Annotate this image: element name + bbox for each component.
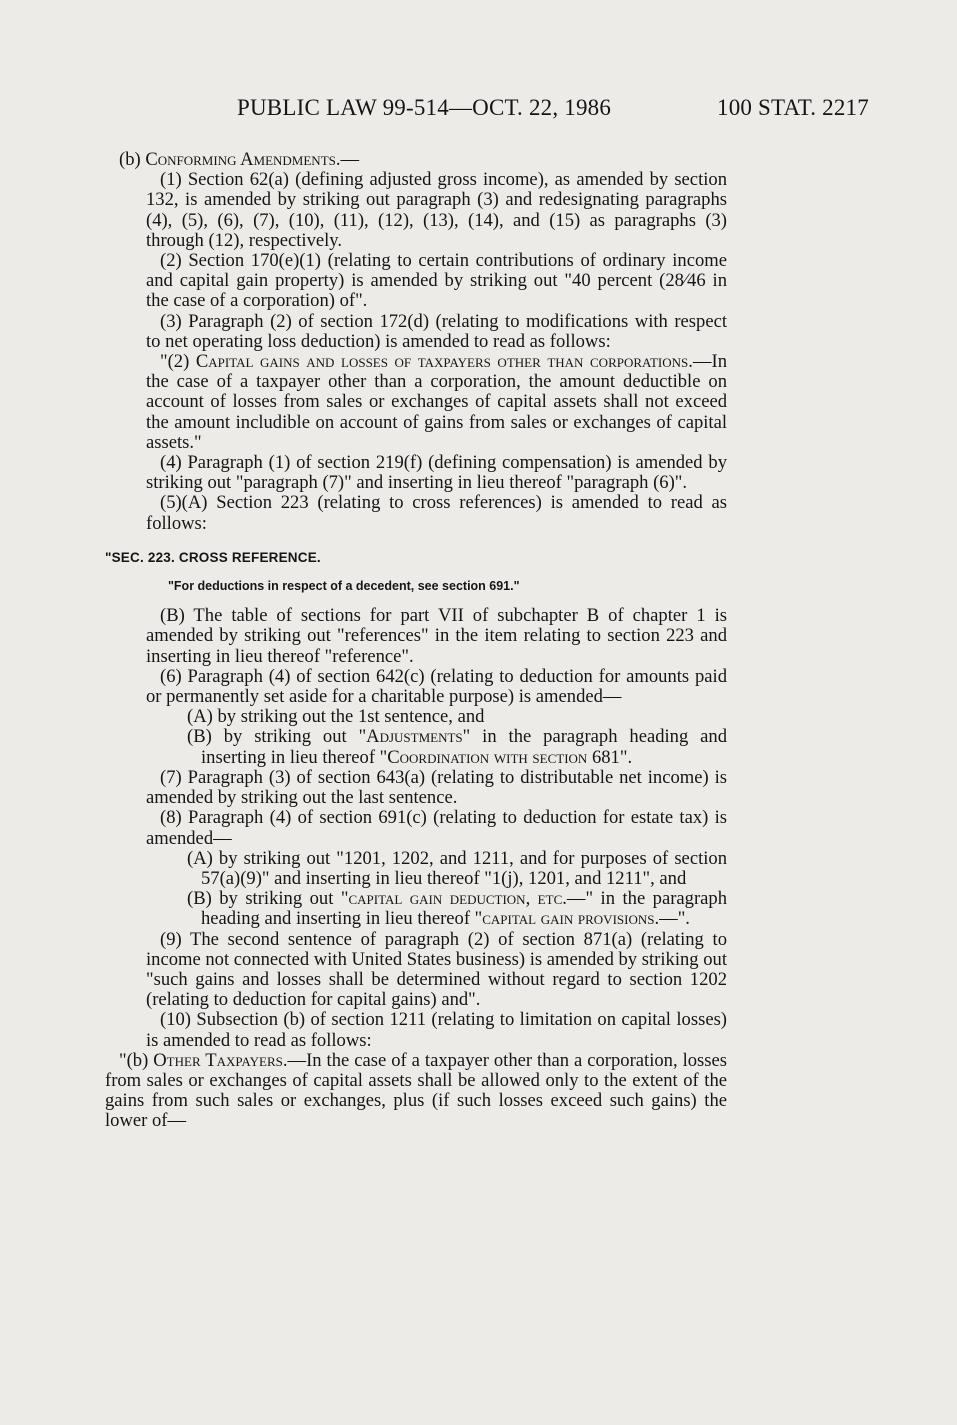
- quoted-paragraph-172d: "(2) Capital gains and losses of taxpayers other than corporations.—In the case of a taxpayer other than a corporation, the amount deductible on account of losses from sales or exchanges of capital assets shall not exceed the amount includible on account of gains from sales or exchanges of capital assets.": [146, 351, 727, 453]
- paragraph-10: (10) Subsection (b) of section 1211 (relating to limitation on capital losses) is amended to read as follows:: [146, 1009, 727, 1051]
- quoted-subsection-1211b: "(b) Other Taxpayers.—In the case of a taxpayer other than a corporation, losses from sales or exchanges of capital assets shall be allowed only to the extent of the gains from such sales or exchanges, plus (if such losses exceed such gains) the lower of—: [105, 1049, 728, 1132]
- section-223-cross-reference: "For deductions in respect of a decedent, see section 691.": [168, 579, 520, 594]
- paragraph-6: (6) Paragraph (4) of section 642(c) (relating to deduction for amounts paid or permanently set aside for a charitable purpose) is amended—: [146, 665, 727, 708]
- document-body: [105, 150, 727, 1132]
- quoted-heading: Capital gains and losses of taxpayers other than corporations: [195, 351, 689, 373]
- paragraph-1: (1) Section 62(a) (defining adjusted gross income), as amended by section 132, is amended by striking out paragraph (3) and redesignating paragraphs (4), (5), (6), (7), (10), (11), (12), (13), (14), and (15) as paragraphs (3) through (12), respectively.: [146, 169, 727, 251]
- paragraph-9: (9) The second sentence of paragraph (2) of section 871(a) (relating to income not connected with United States business) is amended by striking out "such gains and losses shall be determined without regard to section 1202 (relating to deduction for capital gains) and".: [146, 928, 727, 1011]
- paragraph-8a: (A) by striking out "1201, 1202, and 1211, and for purposes of section 57(a)(9)" and inserting in lieu thereof "1(j), 1201, and 1211", and: [187, 847, 727, 889]
- paragraph-4: (4) Paragraph (1) of section 219(f) (defining compensation) is amended by striking out "paragraph (7)" and inserting in lieu thereof "paragraph (6)".: [146, 452, 727, 494]
- quoted-heading-other-taxpayers: Other Taxpayers: [153, 1049, 283, 1071]
- paragraph-5a: (5)(A) Section 223 (relating to cross references) is amended to read as follows:: [146, 492, 727, 534]
- paragraph-6b: (B) by striking out "Adjustments" in the paragraph heading and inserting in lieu thereof "Coordination with section 681".: [187, 726, 728, 768]
- section-223-title: "SEC. 223. CROSS REFERENCE.: [105, 549, 321, 565]
- public-law-citation: PUBLIC LAW 99-514—OCT. 22, 1986: [237, 95, 612, 120]
- paragraph-6a: (A) by striking out the 1st sentence, and: [187, 706, 485, 728]
- paragraph-3: (3) Paragraph (2) of section 172(d) (relating to modifications with respect to net operating loss deduction) is amended to read as follows:: [146, 310, 727, 352]
- paragraph-2: (2) Section 170(e)(1) (relating to certain contributions of ordinary income and capital gain property) is amended by striking out "40 percent (28⁄46 in the case of a corporation) of".: [146, 250, 727, 312]
- paragraph-8: (8) Paragraph (4) of section 691(c) (relating to deduction for estate tax) is amended—: [146, 807, 727, 849]
- paragraph-7: (7) Paragraph (3) of section 643(a) (relating to distributable net income) is amended by striking out the last sentence.: [146, 766, 727, 809]
- statute-page-number: 100 STAT. 2217: [717, 95, 869, 120]
- subsection-heading: (b) Conforming Amendments.—: [119, 149, 360, 170]
- paragraph-8b: (B) by striking out "capital gain deduction, etc.—" in the paragraph heading and inserting in lieu thereof "capital gain provisions.—".: [187, 888, 728, 930]
- paragraph-5b: (B) The table of sections for part VII of subchapter B of chapter 1 is amended by striking out "references" in the item relating to section 223 and inserting in lieu thereof "reference".: [146, 605, 727, 667]
- running-header: [0, 95, 957, 125]
- subsection-heading-title: Conforming Amendments: [145, 149, 336, 170]
